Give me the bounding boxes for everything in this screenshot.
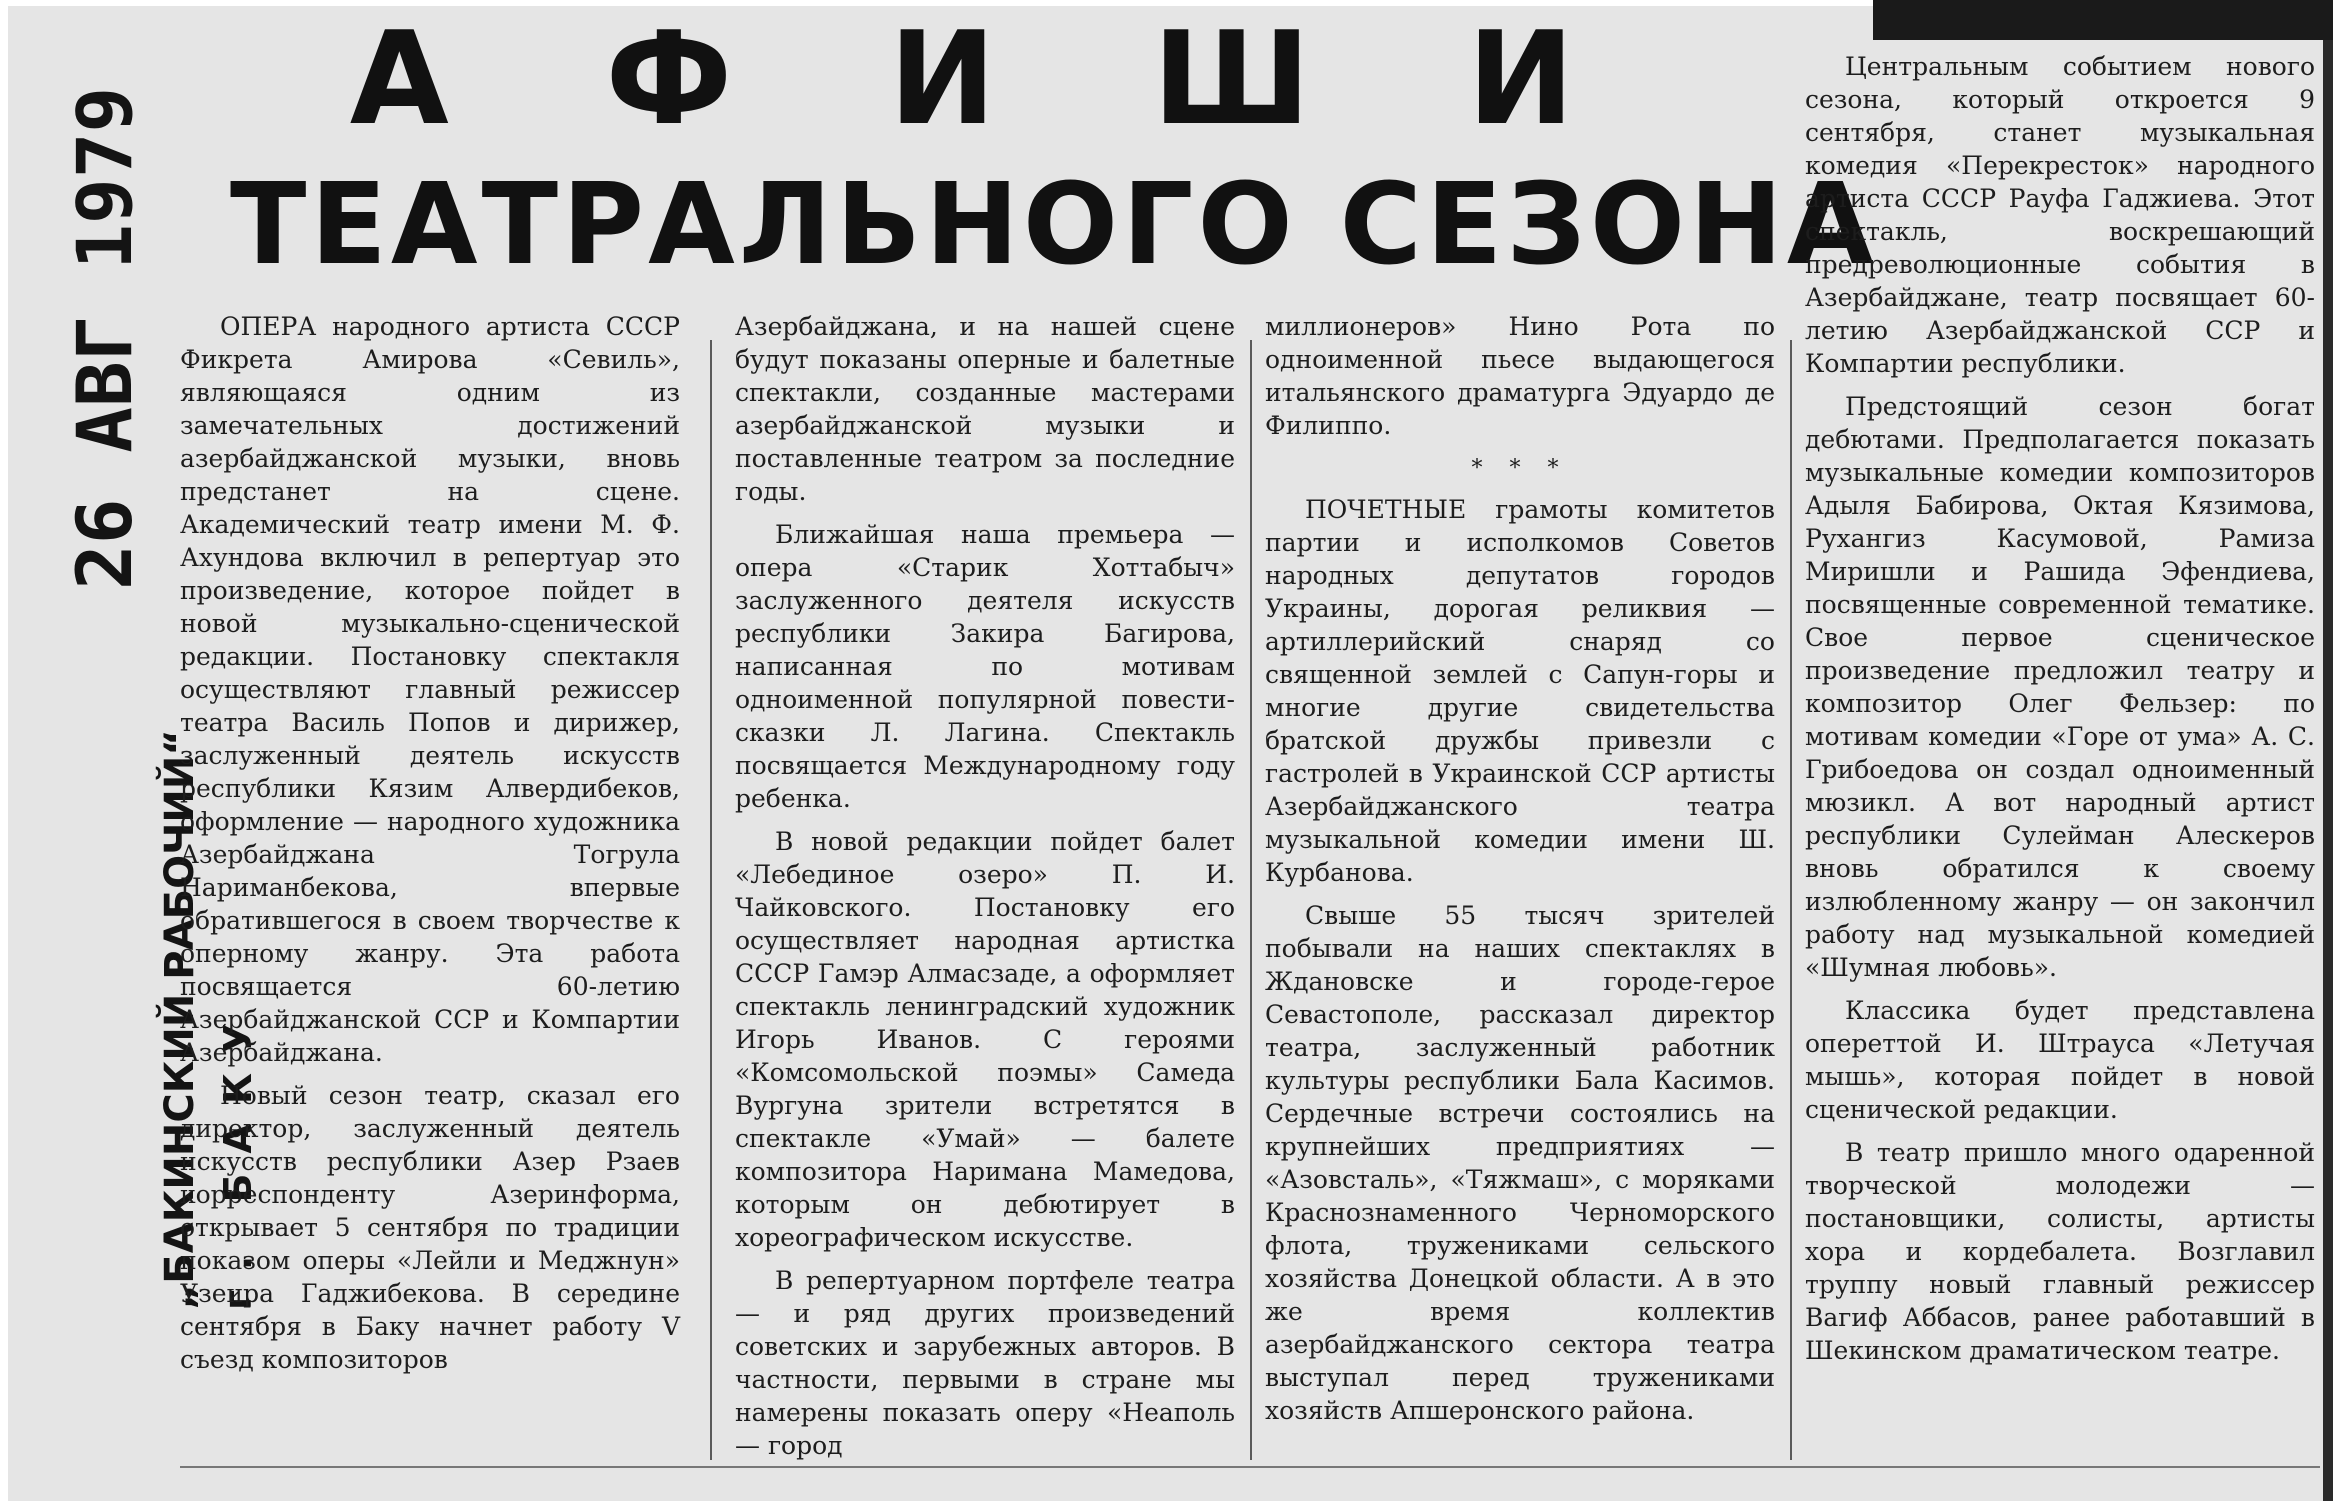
paragraph: В театр пришло много одаренной творческой молодежи — постановщики, солисты, артисты хора и кордебалета. Возглавил труппу новый главный режиссер Вагиф Аббасов, ранее работавший в Шекинском драматическом театре. bbox=[1805, 1138, 2315, 1365]
stamp-date: 26 АВГ 1979 bbox=[60, 86, 149, 590]
column-divider bbox=[710, 340, 712, 1460]
article-column-1 bbox=[180, 310, 680, 1386]
column-divider bbox=[1250, 340, 1252, 1460]
column-divider bbox=[1790, 340, 1792, 1460]
section-separator: * * * bbox=[1471, 456, 1569, 481]
paragraph: ПОЧЕТНЫЕ грамоты комитетов партии и исполкомов Советов народных депутатов городов Украины, дорогая реликвия — артиллерийский снаряд со священной землей с Сапун-горы и многие другие свидетельства братской дружбы привезли с гастролей в Украинской ССР артисты Азербайджанского театра музыкальной комедии имени Ш. Курбанова. bbox=[1265, 495, 1775, 887]
stamp-newspaper-name: „БАКИНСКИЙ РАБОЧИЙ“ bbox=[157, 729, 203, 1310]
headline-line-2: ТЕАТРАЛЬНОГО СЕЗОНА bbox=[230, 160, 1878, 290]
stamp-city: г. БАКУ bbox=[216, 1003, 260, 1310]
paragraph: Ближайшая наша премьера — опера «Старик Хоттабыч» заслуженного деятеля искусств республики Закира Багирова, написанная по мотивам одноименной популярной повести-сказки Л. Лагина. Спектакль посвящается Международному году ребенка. bbox=[735, 520, 1235, 813]
headline-line-1: А Ф И Ш И bbox=[349, 5, 1631, 154]
scan-border bbox=[1873, 0, 2333, 40]
paragraph: В репертуарном портфеле театра — и ряд других произведений советских и зарубежных авторов. В частности, первыми в стране мы намерены показать оперу «Неаполь — город bbox=[735, 1266, 1235, 1460]
paragraph: Новый сезон театр, сказал его директор, заслуженный деятель искусств республики Азер Рзаев корреспонденту Азеринформа, открывает 5 сентября по традиции показом оперы «Лейли и Меджнун» Узеира Гаджибекова. В середине сентября в Баку начнет работу V съезд композиторов bbox=[180, 1081, 680, 1374]
paragraph: Центральным событием нового сезона, который откроется 9 сентября, станет музыкальная комедия «Перекресток» народного артиста СССР Рауфа Гаджиева. Этот спектакль, воскрешающий предреволюционные события в Азербайджане, театр посвящает 60-летию Азербайджанской ССР и Компартии республики. bbox=[1805, 52, 2315, 378]
article-column-2 bbox=[735, 310, 1235, 1472]
bottom-rule bbox=[180, 1466, 2320, 1468]
paragraph: Классика будет представлена опереттой И. Штрауса «Летучая мышь», которая пойдет в новой сценической редакции. bbox=[1805, 996, 2315, 1124]
paragraph: миллионеров» Нино Рота по одноименной пьесе выдающегося итальянского драматурга Эдуардо де Филиппо. bbox=[1265, 312, 1775, 440]
article-column-3 bbox=[1265, 310, 1775, 1437]
paragraph: Свыше 55 тысяч зрителей побывали на наших спектаклях в Ждановске и городе-герое Севастополе, рассказал директор театра, заслуженный работник культуры республики Бала Касимов. Сердечные встречи состоялись на крупнейших предприятиях — «Азовсталь», «Тяжмаш», с моряками Краснознаменного Черноморского флота, тружениками сельского хозяйства Донецкой области. А в это же время коллектив азербайджанского сектора театра выступал перед тружениками хозяйств Апшеронского района. bbox=[1265, 901, 1775, 1425]
paragraph: ОПЕРА народного артиста СССР Фикрета Амирова «Севиль», являющаяся одним из замечательных достижений азербайджанской музыки, вновь предстанет на сцене. Академический театр имени М. Ф. Ахундова включил в репертуар это произведение, которое пойдет в новой музыкально-сценической редакции. Постановку спектакля осуществляют главный режиссер театра Василь Попов и дирижер, заслуженный деятель искусств республики Кязим Алвердибеков, оформление — народного художника Азербайджана Тогрула Нариманбекова, впервые обратившегося в своем творчестве к оперному жанру. Эта работа посвящается 60-летию Азербайджанской ССР и Компартии Азербайджана. bbox=[180, 312, 680, 1067]
paragraph: Предстоящий сезон богат дебютами. Предполагается показать музыкальные комедии композиторов Адыля Бабирова, Октая Кязимова, Рухангиз Касумовой, Рамиза Миришли и Рашида Эфендиева, посвященные современной тематике. Свое первое сценическое произведение предложил театру и композитор Олег Фельзер: по мотивам комедии «Горе от ума» А. С. Грибоедова он создал одноименный мюзикл. А вот народный артист республики Сулейман Алескеров вновь обратился к своему излюбленному жанру — он закончил работу над музыкальной комедией «Шумная любовь». bbox=[1805, 392, 2315, 982]
scan-border-right bbox=[2323, 40, 2333, 1501]
article-column-4 bbox=[1805, 50, 2315, 1377]
paragraph: Азербайджана, и на нашей сцене будут показаны оперные и балетные спектакли, созданные мастерами азербайджанской музыки и поставленные театром за последние годы. bbox=[735, 312, 1235, 506]
paragraph: В новой редакции пойдет балет «Лебединое озеро» П. И. Чайковского. Постановку его осуществляет народная артистка СССР Гамэр Алмасзаде, а оформляет спектакль ленинградский художник Игорь Иванов. С героями «Комсомольской поэмы» Самеда Вургуна зрители встретятся в спектакле «Умай» — балете композитора Наримана Мамедова, которым он дебютирует в хореографическом искусстве. bbox=[735, 827, 1235, 1252]
